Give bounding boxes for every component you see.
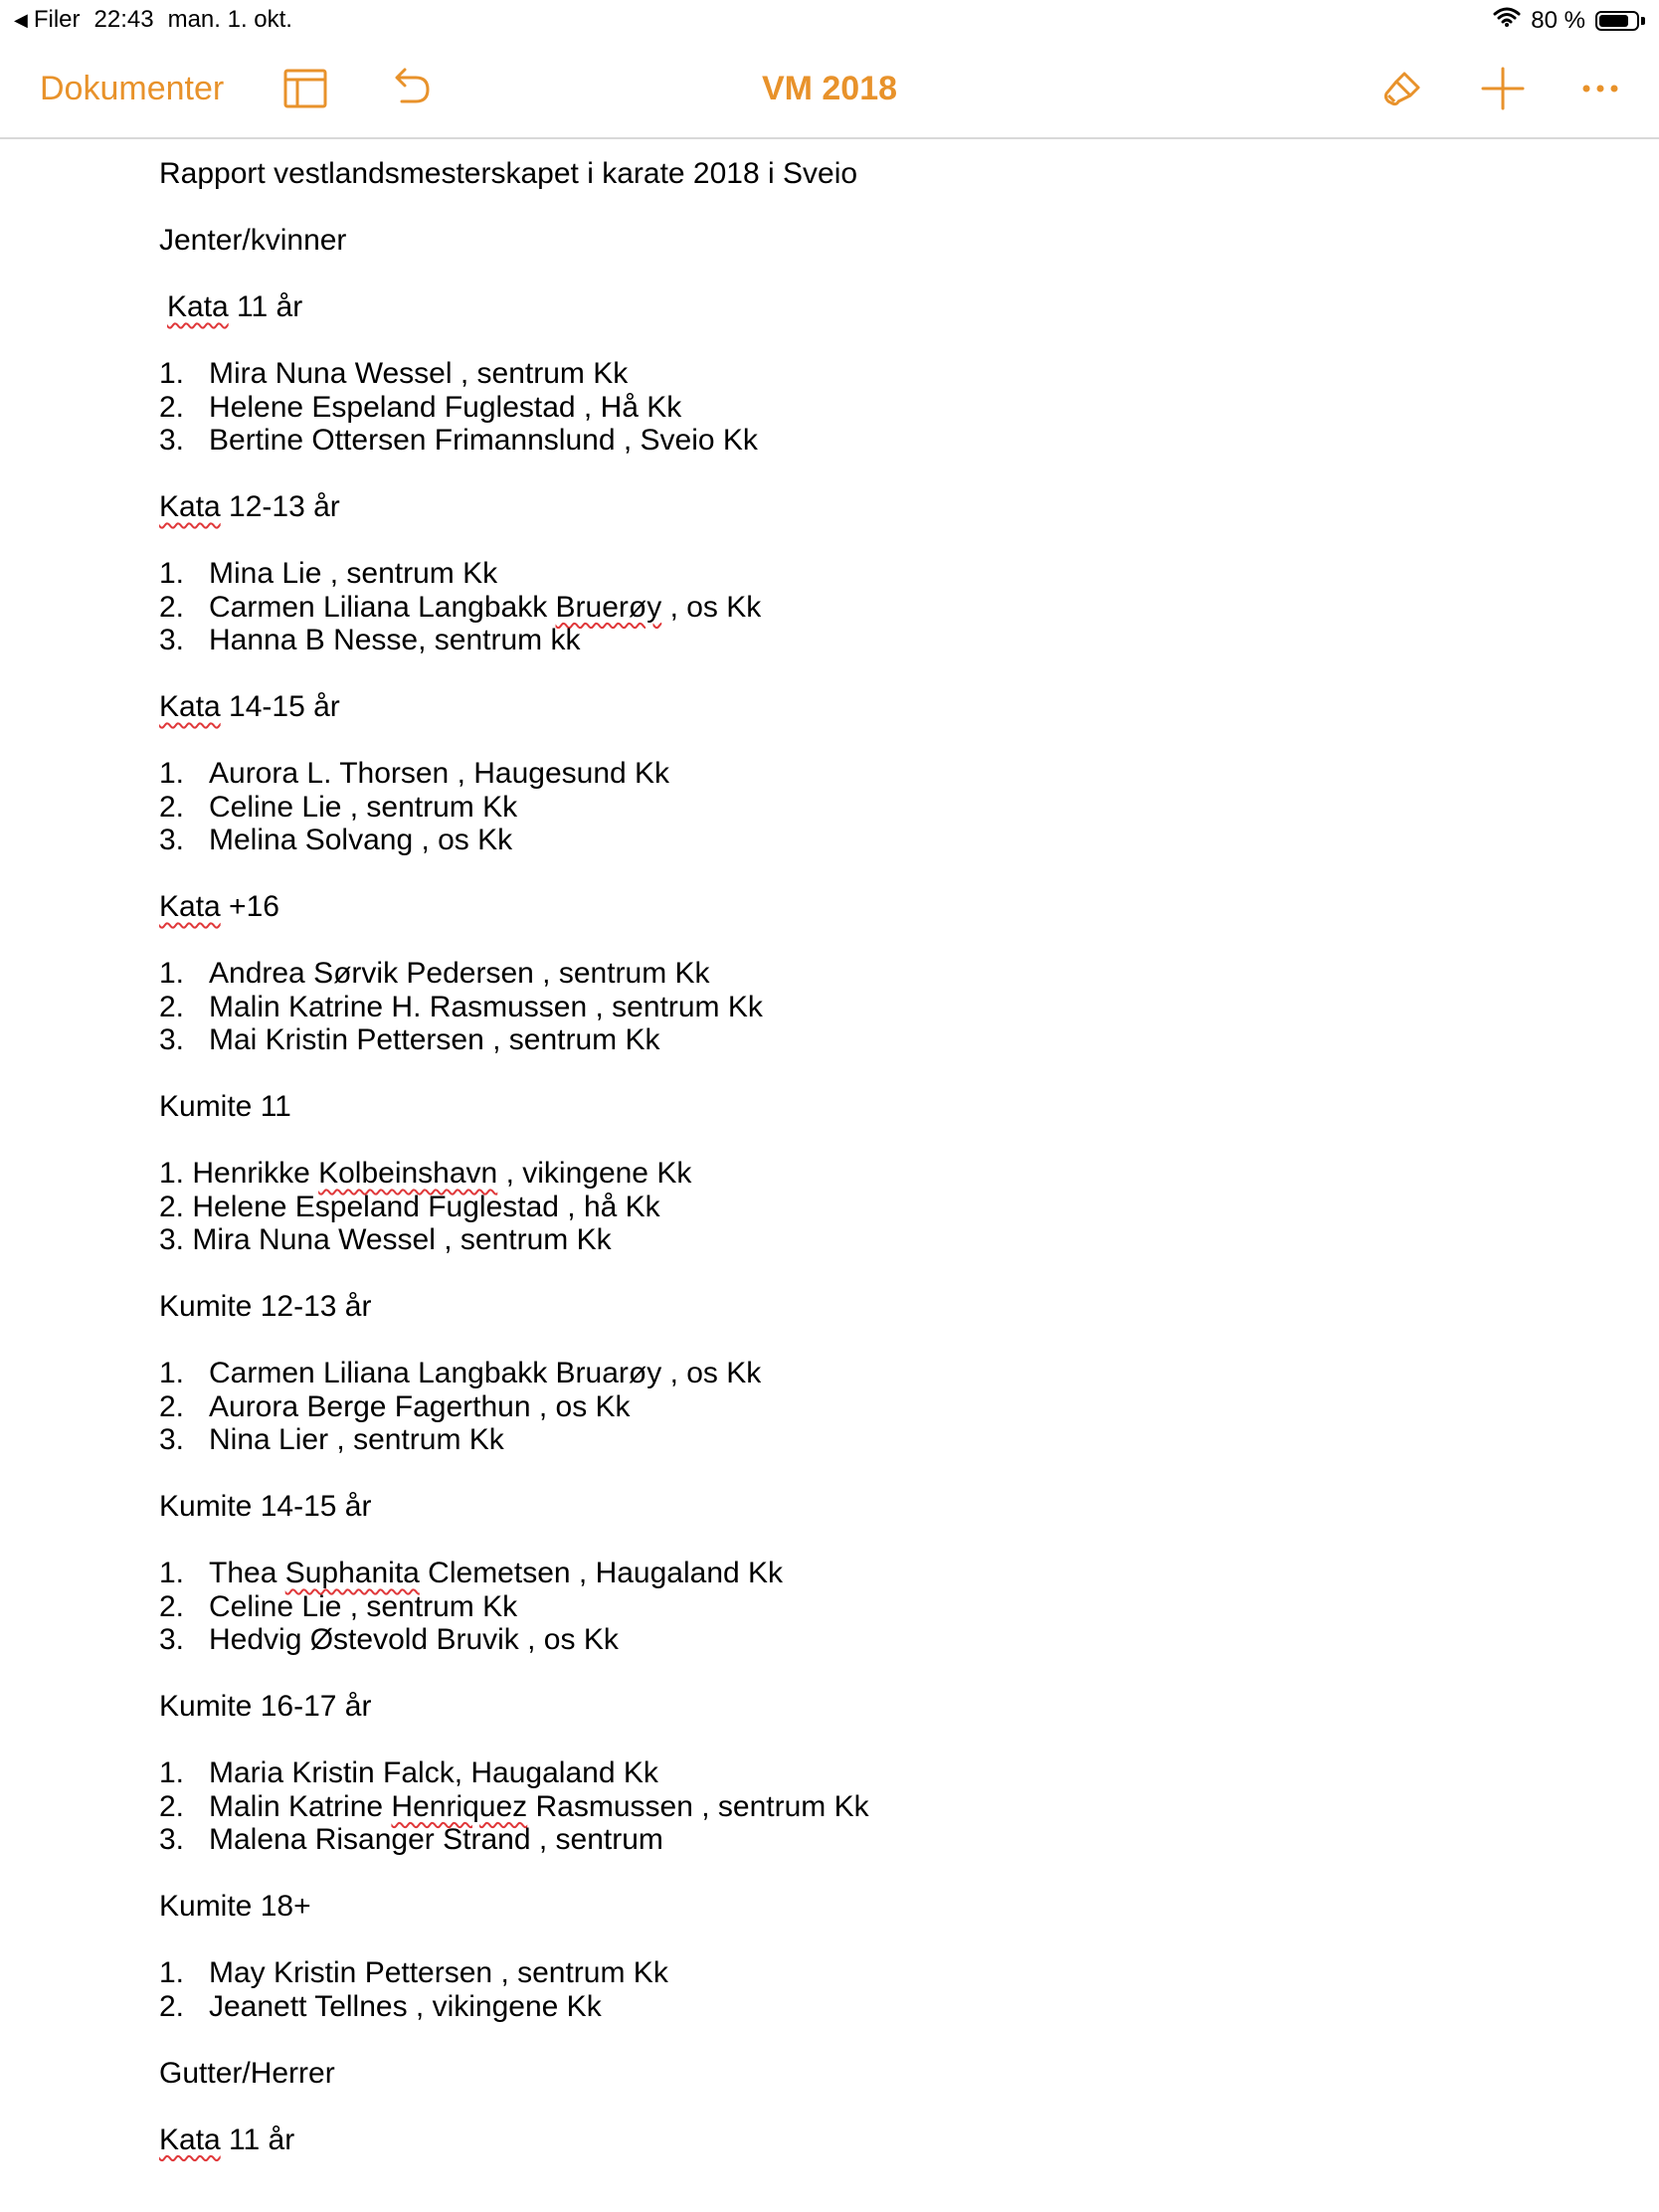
result-text: Hedvig Østevold Bruvik , os Kk — [209, 1623, 619, 1656]
result-number: 1. — [159, 557, 185, 590]
result-text-wrap — [209, 1623, 619, 1657]
result-text: Hanna B Nesse, sentrum kk — [209, 624, 581, 656]
result-text-wrap — [209, 1956, 668, 1990]
result-text: Maria Kristin Falck, Haugaland Kk — [209, 1756, 658, 1789]
back-arrow-icon: ◀ — [14, 9, 28, 30]
result-text-misspelled: Kolbeinshavn — [318, 1157, 498, 1190]
result-number: 1. — [159, 1157, 185, 1190]
result-number: 3. — [159, 424, 185, 457]
section-heading-word: Kata — [159, 690, 221, 723]
result-number: 1. — [159, 1557, 185, 1589]
category-heading-girls — [159, 224, 346, 258]
result-text-wrap — [209, 391, 681, 425]
section-heading-word: Kumite 18+ — [159, 1890, 311, 1923]
status-time: 22:43 — [93, 6, 154, 33]
result-text: Helene Espeland Fuglestad , Hå Kk — [209, 390, 682, 424]
category-heading-boys — [159, 2057, 335, 2091]
result-text: Carmen Liliana Langbakk Bruarøy , os Kk — [209, 1357, 762, 1389]
result-text: Aurora Berge Fagerthun , os Kk — [209, 1389, 631, 1423]
result-text-wrap — [209, 791, 517, 825]
result-number: 1. — [159, 1357, 185, 1389]
result-text: Malin Katrine H. Rasmussen , sentrum Kk — [209, 990, 763, 1023]
section-heading — [159, 1290, 371, 1324]
result-number: 3. — [159, 824, 185, 856]
section-heading — [159, 490, 340, 524]
result-number: 2. — [159, 1190, 185, 1223]
result-text: May Kristin Pettersen , sentrum Kk — [209, 1956, 668, 1989]
section-heading — [159, 1490, 371, 1524]
result-text-wrap — [209, 1557, 783, 1590]
result-number: 3. — [159, 1823, 185, 1856]
result-text-wrap — [209, 591, 761, 625]
section-heading-word: Kumite 11 — [159, 1090, 291, 1123]
result-text-wrap — [209, 1390, 631, 1424]
result-text-misspelled: Suphanita — [284, 1557, 420, 1589]
section-heading-rest: 12-13 år — [220, 490, 340, 523]
result-text: Aurora L. Thorsen , Haugesund Kk — [209, 757, 670, 790]
result-text: Celine Lie , sentrum Kk — [209, 790, 518, 824]
section-heading — [159, 690, 340, 724]
result-text: Mira Nuna Wessel , sentrum Kk — [209, 357, 629, 390]
result-number: 3. — [159, 1023, 185, 1056]
result-text-wrap — [209, 424, 758, 458]
result-number: 2. — [159, 1789, 185, 1823]
result-number: 2. — [159, 1989, 185, 2023]
result-text-wrap — [209, 1990, 602, 2024]
result-text: Helene Espeland Fuglestad , hå Kk — [192, 1190, 660, 1223]
document-heading — [159, 157, 857, 191]
status-date: man. 1. okt. — [167, 6, 292, 33]
result-text: Mai Kristin Pettersen , sentrum Kk — [209, 1023, 660, 1056]
section-heading-word: Kumite 12-13 år — [159, 1290, 372, 1323]
result-text-part: Thea — [209, 1557, 285, 1589]
result-number: 2. — [159, 1389, 185, 1423]
section-heading — [159, 890, 279, 924]
result-number: 2. — [159, 1589, 185, 1623]
result-text-part: Malin Katrine — [209, 1789, 392, 1823]
result-text-wrap — [209, 1357, 761, 1390]
section-heading-rest: 14-15 år — [220, 690, 340, 723]
result-number: 1. — [159, 957, 185, 990]
result-number: 2. — [159, 390, 185, 424]
result-text: Mina Lie , sentrum Kk — [209, 557, 498, 590]
result-text-wrap — [209, 557, 497, 591]
result-list-item — [159, 1157, 691, 1191]
result-text: Jeanett Tellnes , vikingene Kk — [209, 1989, 602, 2023]
result-number: 3. — [159, 1423, 185, 1456]
category-text: Gutter/Herrer — [159, 2056, 335, 2090]
sidebar-view-icon[interactable] — [280, 64, 330, 113]
result-text-wrap — [209, 1823, 663, 1857]
back-to-app-button[interactable] — [14, 6, 81, 34]
status-bar-right — [1493, 6, 1645, 35]
result-text-part: Carmen Liliana Langbakk — [209, 590, 556, 624]
result-text-wrap — [209, 1756, 658, 1790]
result-text-part: , vikingene Kk — [497, 1157, 692, 1190]
result-text-wrap — [209, 1023, 660, 1057]
section-heading — [159, 2123, 294, 2157]
result-text-wrap — [209, 1790, 869, 1824]
result-number: 2. — [159, 790, 185, 824]
add-icon[interactable] — [1478, 64, 1528, 113]
section-heading-word: Kumite 14-15 år — [159, 1490, 372, 1523]
result-text: Malena Risanger Strand , sentrum — [209, 1823, 663, 1856]
section-heading — [159, 1090, 291, 1124]
result-number: 1. — [159, 357, 185, 390]
result-number: 3. — [159, 1223, 185, 1256]
wifi-icon — [1493, 6, 1521, 35]
undo-icon[interactable] — [384, 64, 434, 113]
result-text-wrap — [209, 957, 710, 991]
battery-icon — [1595, 11, 1639, 31]
section-heading — [167, 290, 302, 324]
back-app-label: Filer — [33, 6, 81, 33]
result-text-part: , os Kk — [661, 590, 762, 624]
result-text-wrap — [209, 357, 628, 391]
result-number: 1. — [159, 1756, 185, 1789]
documents-button[interactable]: Dokumenter — [40, 70, 225, 107]
section-heading — [159, 1890, 311, 1924]
result-text-part: Rasmussen , sentrum Kk — [527, 1789, 869, 1823]
result-text: Bertine Ottersen Frimannslund , Sveio Kk — [209, 424, 758, 457]
document-toolbar — [0, 40, 1659, 139]
result-text-part: Henrikke — [192, 1157, 319, 1190]
status-bar-left — [14, 6, 292, 34]
result-number: 2. — [159, 990, 185, 1023]
result-list-item — [159, 1223, 612, 1257]
result-text-wrap — [209, 624, 581, 657]
result-text: Nina Lier , sentrum Kk — [209, 1423, 504, 1456]
section-heading-word: Kata — [159, 2122, 221, 2156]
result-number: 1. — [159, 757, 185, 790]
result-text: Celine Lie , sentrum Kk — [209, 1589, 518, 1623]
result-text-wrap — [209, 824, 512, 857]
battery-percentage: 80 % — [1531, 6, 1585, 34]
result-text-wrap — [209, 1423, 504, 1457]
section-heading-word: Kata — [167, 290, 229, 323]
section-heading-rest: 11 år — [220, 2122, 295, 2156]
section-heading-word: Kata — [159, 890, 221, 923]
result-text-misspelled: Bruerøy — [555, 590, 662, 624]
section-heading-rest: 11 år — [228, 290, 303, 323]
result-text-wrap — [209, 991, 763, 1024]
section-heading — [159, 1690, 371, 1724]
heading-text: Rapport vestlandsmesterskapet i karate 2018 i Sveio — [159, 157, 858, 190]
section-heading-word: Kumite 16-17 år — [159, 1690, 372, 1723]
result-number: 3. — [159, 624, 185, 656]
result-text-part: Clemetsen , Haugaland Kk — [419, 1557, 784, 1589]
category-text: Jenter/kvinner — [159, 224, 347, 257]
status-bar — [0, 0, 1659, 40]
section-heading-rest: +16 — [220, 890, 279, 923]
result-text-wrap — [209, 757, 669, 791]
result-text: Melina Solvang , os Kk — [209, 824, 513, 856]
result-number: 3. — [159, 1623, 185, 1656]
result-text: Mira Nuna Wessel , sentrum Kk — [192, 1223, 612, 1256]
result-list-item — [159, 1191, 660, 1224]
result-text-misspelled: Henriquez — [391, 1789, 528, 1823]
result-text-wrap — [209, 1590, 517, 1624]
battery-tip — [1641, 17, 1645, 25]
result-number: 2. — [159, 590, 185, 624]
paintbrush-icon[interactable] — [1379, 64, 1428, 113]
result-text: Andrea Sørvik Pedersen , sentrum Kk — [209, 957, 710, 990]
section-heading-word: Kata — [159, 490, 221, 523]
document-title: VM 2018 — [761, 70, 898, 107]
more-options-icon[interactable] — [1575, 64, 1625, 113]
result-number: 1. — [159, 1956, 185, 1989]
